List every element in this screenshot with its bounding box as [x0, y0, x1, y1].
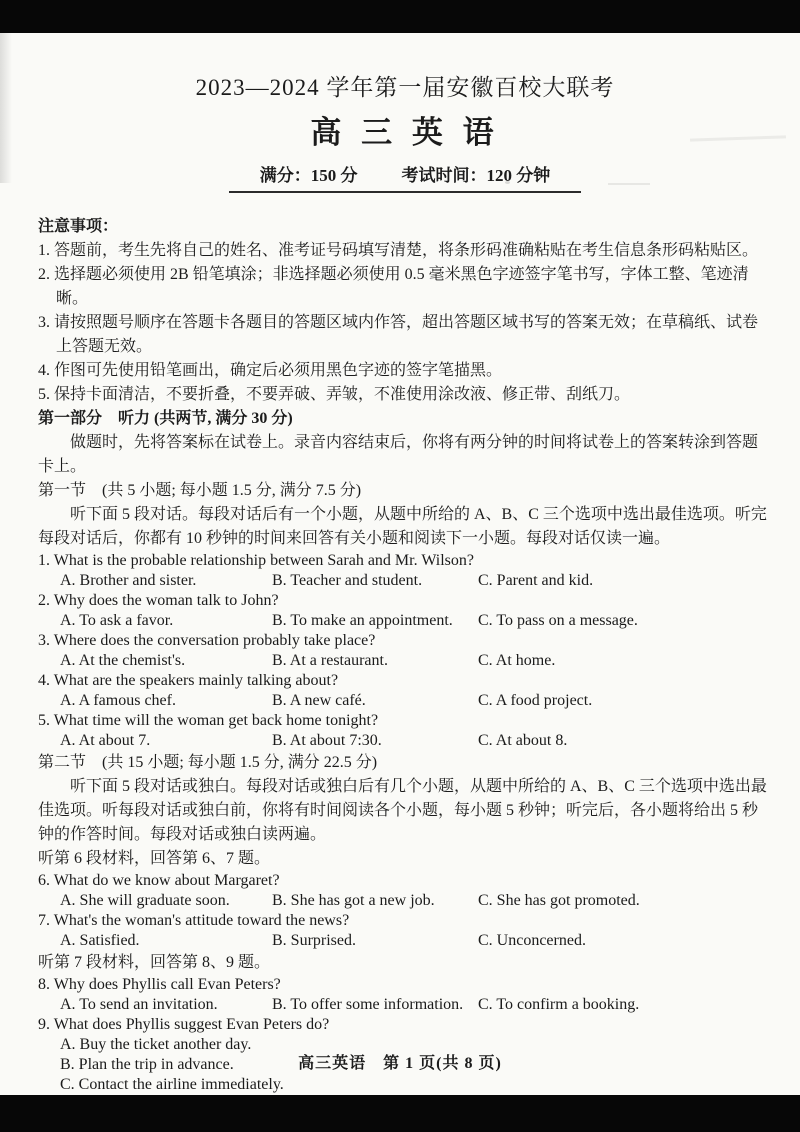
option-b: B. Teacher and student. — [272, 572, 423, 589]
notice-item-5: 5. 保持卡面清洁，不要折叠，不要弄破、弄皱，不准使用涂改液、修正带、刮纸刀。 — [38, 386, 631, 403]
question-1 — [38, 551, 772, 591]
question-options — [38, 931, 772, 951]
question-options — [38, 651, 772, 671]
option-b: B. Surprised. — [272, 932, 356, 949]
section1-heading: 第一节 (共 5 小题; 每小题 1.5 分, 满分 7.5 分) — [38, 482, 362, 499]
page-content — [0, 33, 800, 1095]
material-7-label: 听第 7 段材料，回答第 8、9 题。 — [38, 954, 271, 971]
section2-intro: 听下面 5 段对话或独白。每段对话或独白后有几个小题，从题中所给的 A、B、C 三个选项中选出最佳选项。听每段对话或独白前，你将有时间阅读各个小题，每小题 5 秒钟；听完后，各小题将给出 5 秒钟的作答时间。每段对话或独白读两遍。 — [38, 778, 767, 843]
exam-header — [38, 69, 772, 193]
option-b: B. At about 7:30. — [272, 732, 382, 749]
score-duration-line — [38, 161, 772, 186]
option-c: C. At about 8. — [478, 732, 568, 749]
option-c: C. At home. — [478, 652, 556, 669]
notice-item-3: 3. 请按照题号顺序在答题卡各题目的答题区域内作答，超出答题区域书写的答案无效；在草稿纸、试卷上答题无效。 — [38, 314, 759, 355]
question-8 — [38, 975, 772, 1015]
header-divider — [229, 191, 581, 193]
notice-item-4: 4. 作图可先使用铅笔画出，确定后必须用黑色字迹的签字笔描黑。 — [38, 362, 503, 379]
question-text: 6. What do we know about Margaret? — [38, 872, 280, 889]
option-a: A. Buy the ticket another day. — [60, 1036, 252, 1053]
option-a: A. Brother and sister. — [60, 572, 197, 589]
duration-label: 考试时间：120 分钟 — [401, 166, 551, 185]
option-b: B. Plan the trip in advance. — [60, 1056, 234, 1073]
option-b: B. To make an appointment. — [272, 612, 453, 629]
option-a: A. She will graduate soon. — [60, 892, 230, 909]
question-text: 5. What time will the woman get back home tonight? — [38, 712, 379, 729]
question-options — [38, 571, 772, 591]
option-a: A. To send an invitation. — [60, 996, 218, 1013]
option-c: C. Unconcerned. — [478, 932, 586, 949]
material-6-label: 听第 6 段材料，回答第 6、7 题。 — [38, 850, 271, 867]
option-a: A. At the chemist's. — [60, 652, 186, 669]
full-score-label: 满分：150 分 — [259, 166, 358, 185]
option-c: C. To confirm a booking. — [478, 996, 640, 1013]
notice-item-2: 2. 选择题必须使用 2B 铅笔填涂；非选择题必须使用 0.5 毫米黑色字迹签字笔书写，字体工整、笔迹清晰。 — [38, 266, 749, 307]
question-options — [38, 731, 772, 751]
part1-heading: 第一部分 听力 (共两节, 满分 30 分) — [38, 410, 293, 427]
question-text: 3. Where does the conversation probably take place? — [38, 632, 376, 649]
question-options — [38, 891, 772, 911]
question-5 — [38, 711, 772, 751]
option-c: C. She has got promoted. — [478, 892, 640, 909]
notice-heading: 注意事项： — [38, 218, 119, 235]
section2-heading: 第二节 (共 15 小题; 每小题 1.5 分, 满分 22.5 分) — [38, 754, 378, 771]
option-c: C. Parent and kid. — [478, 572, 594, 589]
option-c: C. To pass on a message. — [478, 612, 638, 629]
question-text: 2. Why does the woman talk to John? — [38, 592, 279, 609]
question-text: 8. Why does Phyllis call Evan Peters? — [38, 976, 281, 993]
question-options — [38, 691, 772, 711]
option-b: B. To offer some information. — [272, 996, 464, 1013]
scan-border-top — [0, 0, 800, 33]
subject-title: 高 三 英 语 — [310, 115, 500, 150]
question-text: 1. What is the probable relationship between Sarah and Mr. Wilson? — [38, 552, 474, 569]
page-footer-text: 高三英语 第 1 页(共 8 页) — [298, 1055, 502, 1072]
question-text: 7. What's the woman's attitude toward the news? — [38, 912, 350, 929]
option-a: A. A famous chef. — [60, 692, 176, 709]
question-7 — [38, 911, 772, 951]
option-b: B. A new café. — [272, 692, 366, 709]
part1-listening-section — [38, 407, 772, 1095]
section1-intro: 听下面 5 段对话。每段对话后有一个小题，从题中所给的 A、B、C 三个选项中选出最佳选项。听完每段对话后，你都有 10 秒钟的时间来回答有关小题和阅读下一小题。每段对话仅读一遍。 — [38, 506, 767, 547]
notice-item-1: 1. 答题前，考生先将自己的姓名、准考证号码填写清楚，将条形码准确粘贴在考生信息条形码粘贴区。 — [38, 242, 759, 259]
question-2 — [38, 591, 772, 631]
option-c: C. Contact the airline immediately. — [60, 1076, 284, 1093]
part1-intro: 做题时，先将答案标在试卷上。录音内容结束后，你将有两分钟的时间将试卷上的答案转涂到答题卡上。 — [38, 434, 759, 475]
question-text: 9. What does Phyllis suggest Evan Peters do? — [38, 1016, 330, 1033]
exam-page — [0, 33, 800, 1095]
exam-session-title: 2023—2024 学年第一届安徽百校大联考 — [195, 75, 615, 100]
option-c: C. A food project. — [478, 692, 593, 709]
page-footer — [0, 1050, 800, 1073]
question-6 — [38, 871, 772, 911]
notice-section — [38, 215, 772, 407]
option-a: A. To ask a favor. — [60, 612, 174, 629]
question-4 — [38, 671, 772, 711]
option-a: A. At about 7. — [60, 732, 151, 749]
question-options — [38, 611, 772, 631]
option-b: B. She has got a new job. — [272, 892, 435, 909]
option-b: B. At a restaurant. — [272, 652, 388, 669]
question-text: 4. What are the speakers mainly talking about? — [38, 672, 339, 689]
question-options — [38, 995, 772, 1015]
option-a: A. Satisfied. — [60, 932, 140, 949]
scan-border-bottom — [0, 1095, 800, 1132]
question-3 — [38, 631, 772, 671]
